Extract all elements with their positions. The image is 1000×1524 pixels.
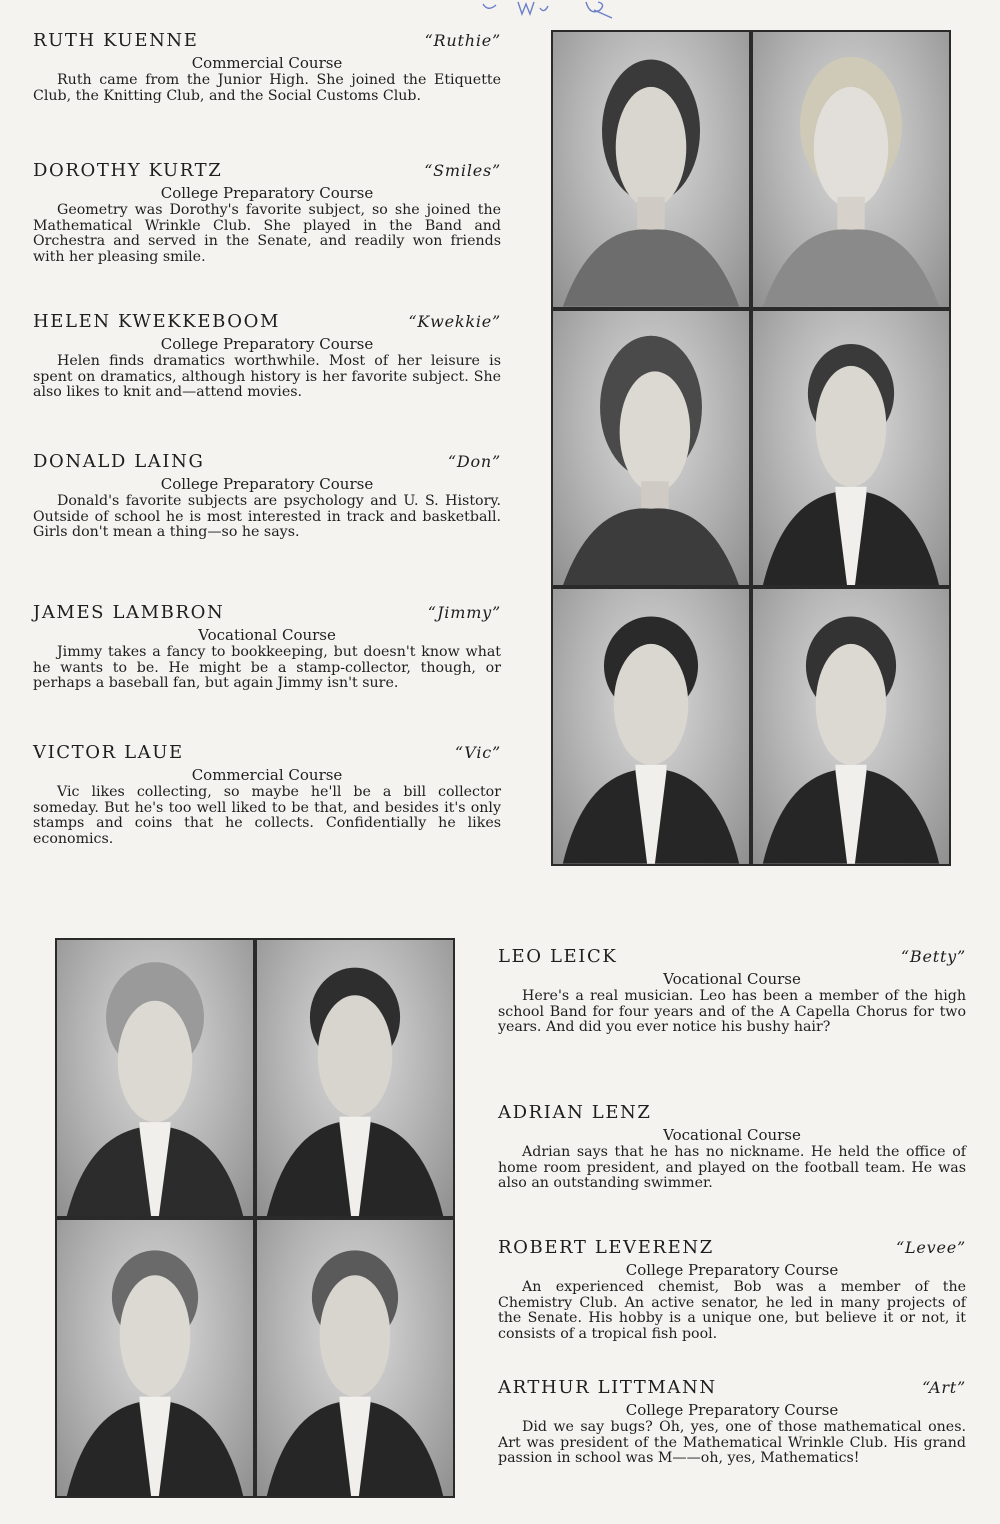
student-nickname: “Don”	[447, 452, 501, 471]
entry-dorothy-kurtz	[33, 160, 501, 265]
male-portrait-icon	[257, 940, 453, 1216]
entry-leo-leick	[498, 946, 966, 1036]
portrait-photo	[553, 32, 749, 307]
student-name: ROBERT LEVERENZ	[498, 1237, 714, 1258]
student-course: Commercial Course	[191, 54, 343, 72]
student-name: ADRIAN LENZ	[498, 1102, 652, 1123]
entry-donald-laing	[33, 451, 501, 541]
student-name: VICTOR LAUE	[33, 742, 184, 763]
student-name: DONALD LAING	[33, 451, 205, 472]
student-name: LEO LEICK	[498, 946, 618, 967]
student-nickname: “Kwekkie”	[408, 312, 501, 331]
student-nickname: “Betty”	[900, 947, 966, 966]
male-portrait-icon	[57, 940, 253, 1216]
student-course: Vocational Course	[663, 970, 801, 988]
student-course: College Preparatory Course	[160, 184, 374, 202]
male-portrait-icon	[753, 311, 949, 586]
student-description: Here's a real musician. Leo has been a member of the high school Band for four years and of the A Capella Chorus for two years. And did you ever notice his bushy hair?	[498, 988, 966, 1035]
student-name: JAMES LAMBRON	[33, 602, 225, 623]
student-nickname: “Jimmy”	[427, 603, 501, 622]
student-nickname: “Vic”	[454, 743, 501, 762]
female-portrait-icon	[553, 311, 749, 586]
student-description: Donald's favorite subjects are psychology and U. S. History. Outside of school he is most interested in track and basketball. Girls don't mean a thing—so he says.	[33, 493, 501, 540]
entry-victor-laue	[33, 742, 501, 847]
portrait-grid-top	[551, 30, 951, 866]
entry-robert-leverenz	[498, 1237, 966, 1342]
student-name: HELEN KWEKKEBOOM	[33, 311, 280, 332]
male-portrait-icon	[753, 589, 949, 864]
student-description: Helen finds dramatics worthwhile. Most of her leisure is spent on dramatics, although history is her favorite subject. She also likes to knit and—attend movies.	[33, 353, 501, 400]
student-nickname: “Levee”	[895, 1238, 966, 1257]
female-portrait-icon	[753, 32, 949, 307]
portrait-photo	[753, 311, 949, 586]
student-course: Commercial Course	[191, 766, 343, 784]
entry-helen-kwekkeboom	[33, 311, 501, 401]
student-nickname: “Ruthie”	[424, 31, 501, 50]
entry-arthur-littmann	[498, 1377, 966, 1467]
portrait-photo	[753, 589, 949, 864]
entry-james-lambron	[33, 602, 501, 692]
student-nickname: “Smiles”	[424, 161, 501, 180]
portrait-photo	[553, 311, 749, 586]
portrait-grid-bottom	[55, 938, 455, 1498]
student-course: Vocational Course	[198, 626, 336, 644]
student-course: College Preparatory Course	[625, 1261, 839, 1279]
student-course: College Preparatory Course	[160, 335, 374, 353]
portrait-photo	[753, 32, 949, 307]
student-course: College Preparatory Course	[625, 1401, 839, 1419]
entry-adrian-lenz	[498, 1102, 966, 1192]
student-description: Did we say bugs? Oh, yes, one of those mathematical ones. Art was president of the Mathematical Wrinkle Club. His grand passion in school was M——oh, yes, Mathematics!	[498, 1419, 966, 1466]
female-portrait-icon	[553, 32, 749, 307]
portrait-photo	[553, 589, 749, 864]
student-name: DOROTHY KURTZ	[33, 160, 223, 181]
student-name: ARTHUR LITTMANN	[498, 1377, 717, 1398]
portrait-photo	[257, 940, 453, 1216]
student-name: RUTH KUENNE	[33, 30, 199, 51]
student-description: Jimmy takes a fancy to bookkeeping, but doesn't know what he wants to be. He might be a stamp-collector, though, or perhaps a baseball fan, but again Jimmy isn't sure.	[33, 644, 501, 691]
student-description: An experienced chemist, Bob was a member of the Chemistry Club. An active senator, he led in many projects of the Senate. His hobby is a unique one, but believe it or not, it consists of a tropical fish pool.	[498, 1279, 966, 1342]
portrait-photo	[257, 1220, 453, 1496]
student-course: Vocational Course	[663, 1126, 801, 1144]
student-description: Geometry was Dorothy's favorite subject, so she joined the Mathematical Wrinkle Club. She played in the Band and Orchestra and served in the Senate, and readily won friends with her pleasing smile.	[33, 202, 501, 265]
male-portrait-icon	[257, 1220, 453, 1496]
male-portrait-icon	[553, 589, 749, 864]
student-nickname: “Art”	[922, 1378, 966, 1397]
portrait-photo	[57, 1220, 253, 1496]
entry-ruth-kuenne	[33, 30, 501, 104]
pen-scribble	[478, 0, 628, 22]
student-course: College Preparatory Course	[160, 475, 374, 493]
portrait-photo	[57, 940, 253, 1216]
student-description: Ruth came from the Junior High. She joined the Etiquette Club, the Knitting Club, and the Social Customs Club.	[33, 72, 501, 104]
student-description: Adrian says that he has no nickname. He held the office of home room president, and played on the football team. He was also an outstanding swimmer.	[498, 1144, 966, 1191]
student-description: Vic likes collecting, so maybe he'll be a bill collector someday. But he's too well liked to be that, and besides it's only stamps and coins that he collects. Confidentially he likes economics.	[33, 784, 501, 847]
male-portrait-icon	[57, 1220, 253, 1496]
